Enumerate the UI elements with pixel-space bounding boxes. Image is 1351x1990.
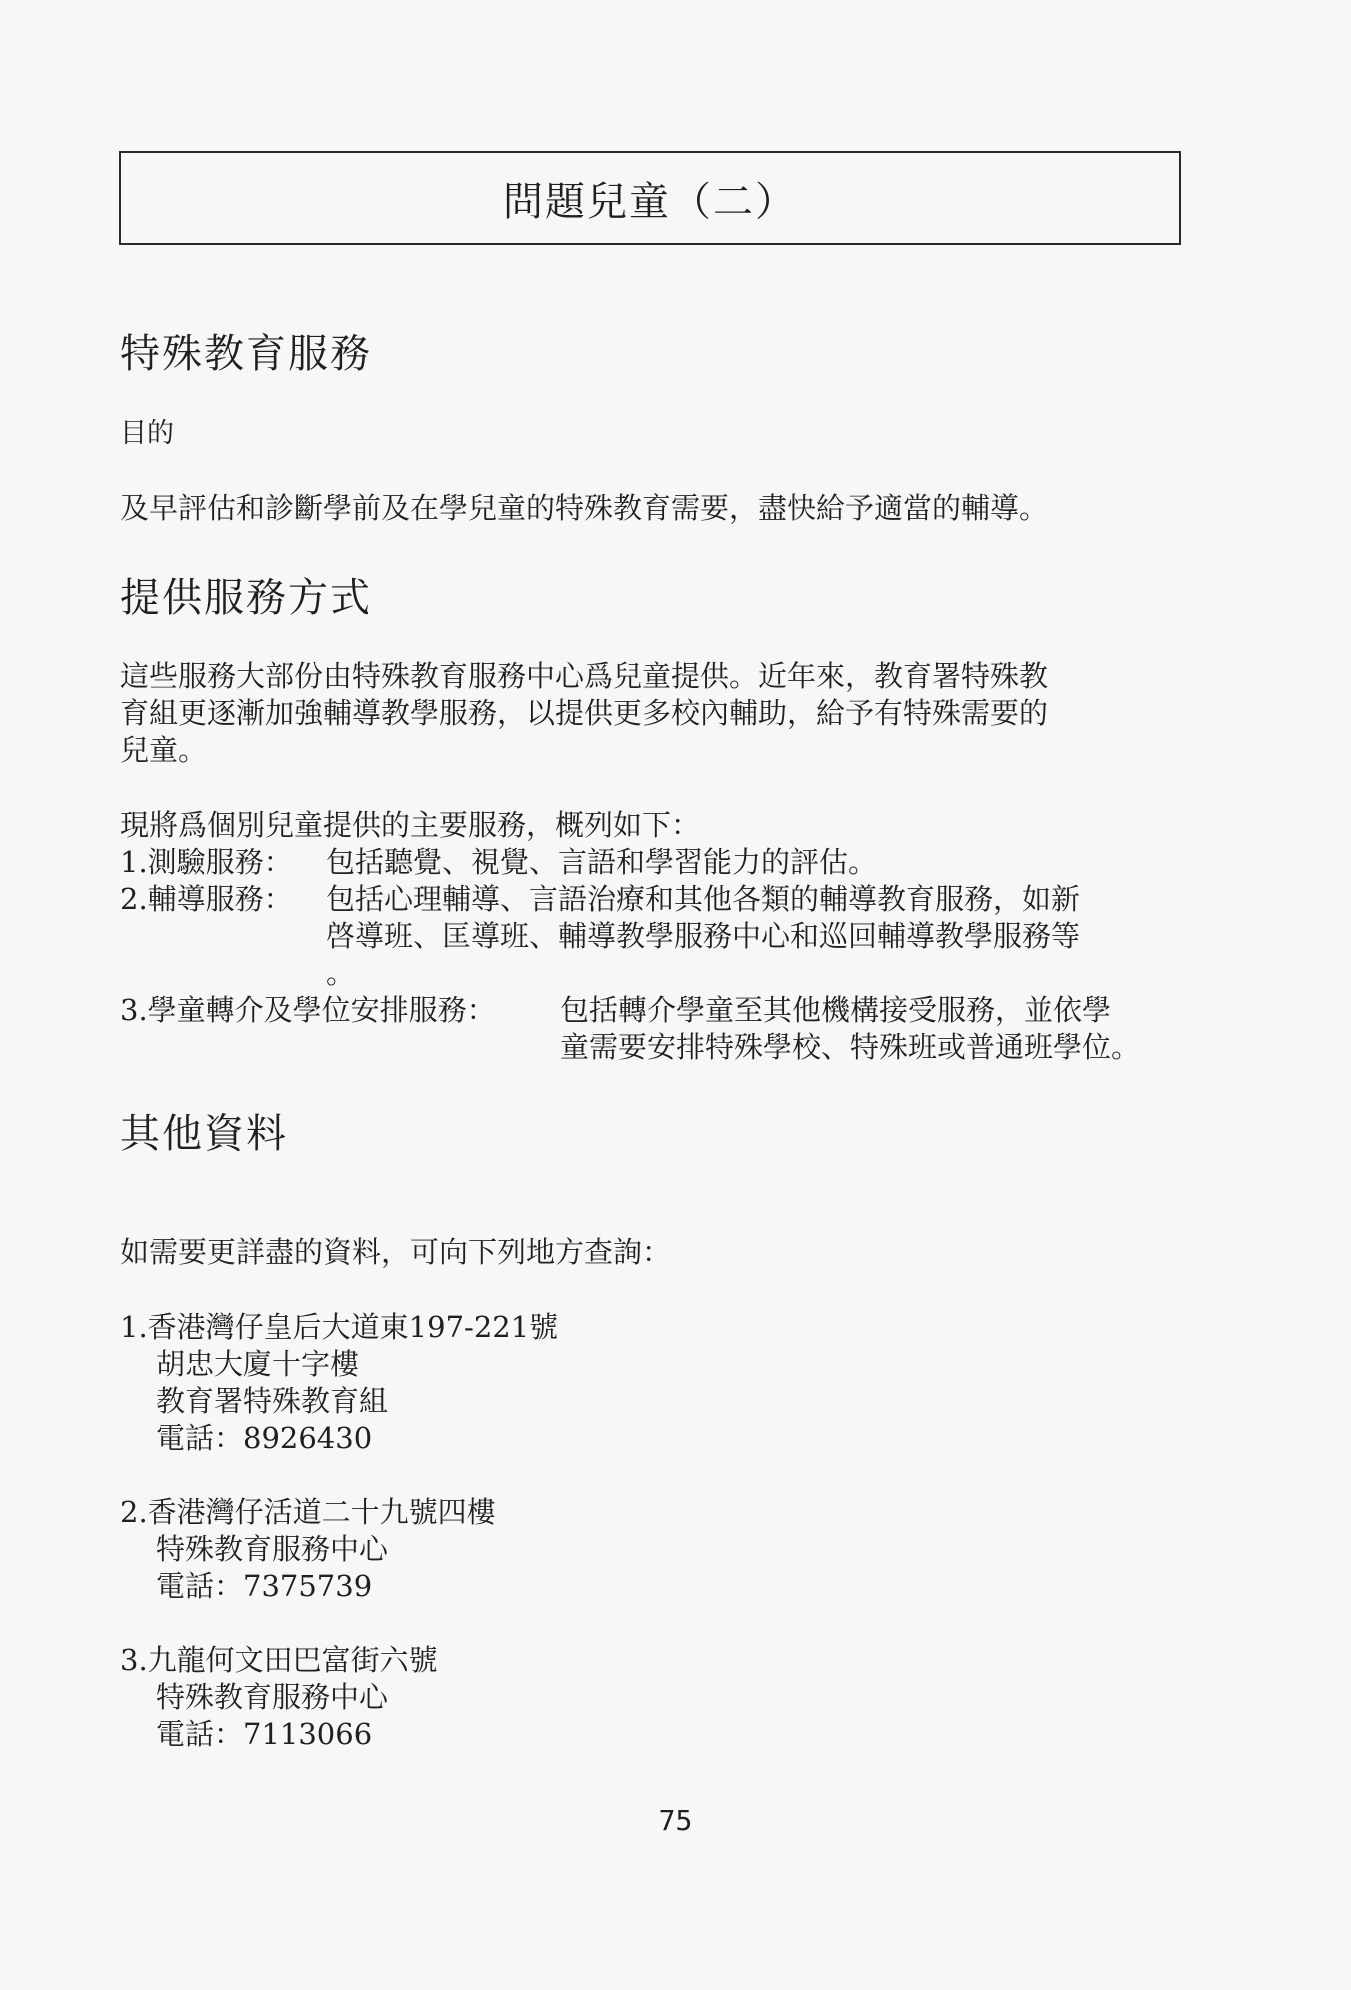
section-heading-service-mode: 提供服務方式 bbox=[120, 575, 372, 621]
contact-line: 教育署特殊教育組 bbox=[156, 1384, 389, 1418]
contact-phone: 電話：7113066 bbox=[156, 1717, 373, 1751]
service-item-label: 3.學童轉介及學位安排服務： bbox=[120, 993, 496, 1027]
service-paragraph-line: 這些服務大部份由特殊教育服務中心爲兒童提供。近年來，教育署特殊教 bbox=[120, 659, 1049, 693]
service-paragraph-line: 兒童。 bbox=[120, 733, 208, 767]
contact-address: 1.香港灣仔皇后大道東197-221號 bbox=[120, 1310, 559, 1344]
contact-address: 2.香港灣仔活道二十九號四樓 bbox=[120, 1495, 496, 1529]
contact-block bbox=[120, 1642, 438, 1753]
service-item-text: 。 bbox=[326, 956, 356, 990]
section-heading-other-info: 其他資料 bbox=[120, 1111, 288, 1157]
purpose-text: 及早評估和診斷學前及在學兒童的特殊教育需要，盡快給予適當的輔導。 bbox=[120, 491, 1049, 525]
page-number: 75 bbox=[658, 1804, 693, 1837]
service-item-label: 2.輔導服務： bbox=[120, 882, 293, 916]
contact-line: 特殊教育服務中心 bbox=[156, 1532, 389, 1566]
service-item-text: 啓導班、匡導班、輔導教學服務中心和巡回輔導教學服務等 bbox=[326, 919, 1081, 953]
services-intro: 現將爲個別兒童提供的主要服務，概列如下： bbox=[120, 808, 701, 842]
service-paragraph-line: 育組更逐漸加強輔導教學服務，以提供更多校內輔助，給予有特殊需要的 bbox=[120, 696, 1049, 730]
section-heading-special-education: 特殊教育服務 bbox=[120, 331, 372, 377]
contact-line: 特殊教育服務中心 bbox=[156, 1680, 389, 1714]
service-item-text: 包括聽覺、視覺、言語和學習能力的評估。 bbox=[326, 845, 878, 879]
service-item-text: 包括轉介學童至其他機構接受服務，並依學 bbox=[560, 993, 1112, 1027]
title-box bbox=[119, 151, 1181, 245]
contact-phone: 電話：8926430 bbox=[156, 1421, 373, 1455]
contacts-intro: 如需要更詳盡的資料，可向下列地方查詢： bbox=[120, 1235, 672, 1269]
page-title: 問題兒童（二） bbox=[503, 178, 797, 225]
contact-block bbox=[120, 1494, 496, 1605]
contact-line: 胡忠大廈十字樓 bbox=[156, 1347, 360, 1381]
contact-phone: 電話：7375739 bbox=[156, 1569, 373, 1603]
purpose-label: 目的 bbox=[120, 418, 174, 449]
service-item-text: 包括心理輔導、言語治療和其他各類的輔導教育服務，如新 bbox=[326, 882, 1081, 916]
service-item-text: 童需要安排特殊學校、特殊班或普通班學位。 bbox=[560, 1030, 1141, 1064]
service-item-label: 1.測驗服務： bbox=[120, 845, 293, 879]
contact-address: 3.九龍何文田巴富街六號 bbox=[120, 1643, 438, 1677]
contact-block bbox=[120, 1309, 558, 1457]
